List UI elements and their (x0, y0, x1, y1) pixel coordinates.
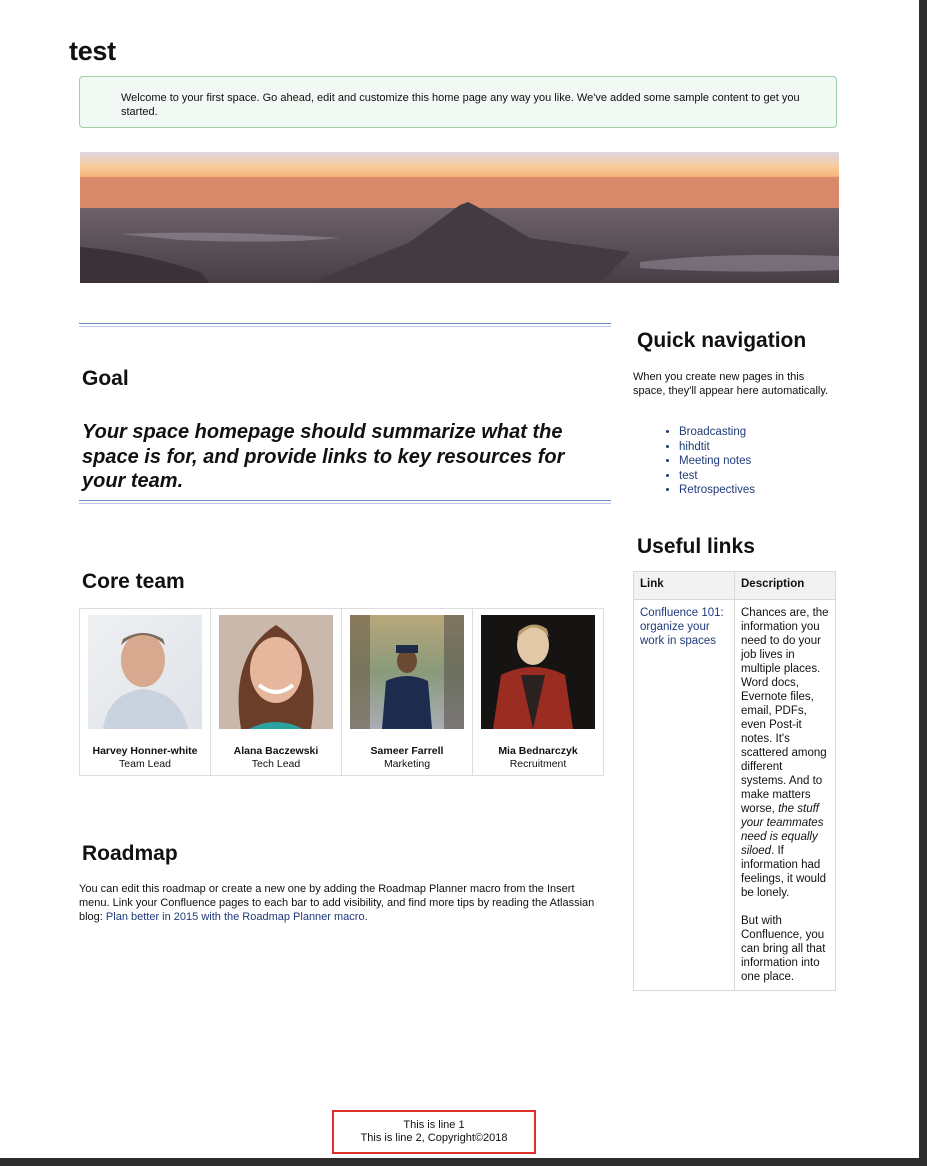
useful-links-heading: Useful links (637, 535, 755, 558)
member-role: Team Lead (119, 758, 171, 770)
goal-bottom-rule (79, 500, 611, 504)
roadmap-heading: Roadmap (82, 842, 178, 865)
member-name: Sameer Farrell (370, 745, 444, 757)
member-name: Harvey Honner-white (92, 745, 198, 757)
nav-item-retrospectives[interactable] (679, 483, 755, 498)
page-footer (332, 1110, 536, 1154)
info-panel-text: Welcome to your first space. Go ahead, edit and customize this home page any way you like. We've added some sample content to get you started. (121, 92, 800, 118)
member-role: Marketing (383, 758, 431, 770)
nav-link[interactable]: Broadcasting (679, 426, 747, 438)
useful-links-table (633, 571, 836, 991)
avatar-sameer (350, 615, 464, 729)
nav-link[interactable]: hihdtit (679, 440, 710, 453)
team-member-card (342, 609, 473, 776)
team-member-card (211, 609, 342, 776)
confluence-101-link[interactable]: Confluence 101: organize your work in spaces (640, 607, 724, 647)
member-name: Alana Baczewski (233, 745, 319, 757)
nav-link[interactable]: Meeting notes (679, 455, 752, 467)
nav-link[interactable]: Retrospectives (679, 484, 756, 496)
description-text-cont: . If information had feelings, it would be lonely. (741, 845, 827, 899)
goal-heading: Goal (82, 367, 129, 390)
quick-navigation-list (663, 425, 755, 498)
description-text: Chances are, the information you need to do your job lives in multiple places. Word docs, Evernote files, email, PDFs, even Post-it notes. It's scattered among different systems. And to make matters worse, (741, 607, 829, 815)
description-cell (735, 600, 836, 991)
roadmap-body: You can edit this roadmap or create a new one by adding the Roadmap Planner macro from the Insert menu. Link your Confluence pages to each bar to add visibility, and find more tips by reading the Atlassian blog: (79, 883, 595, 923)
footer-line-2: This is line 2, Copyright©2018 (360, 1132, 508, 1144)
member-name: Mia Bednarczyk (498, 745, 578, 757)
member-role: Tech Lead (251, 758, 301, 770)
nav-item-broadcasting[interactable] (679, 425, 755, 440)
banner-image (80, 152, 839, 283)
table-row (634, 600, 836, 991)
info-panel (79, 76, 837, 128)
column-header-description: Description (735, 572, 836, 600)
link-cell (634, 600, 735, 991)
avatar-mia (481, 615, 595, 729)
goal-text: Your space homepage should summarize what the space is for, and provide links to key resources for your team. (82, 421, 565, 492)
core-team-table (79, 608, 604, 776)
nav-item-meeting-notes[interactable] (679, 454, 755, 469)
quick-navigation-intro: When you create new pages in this space, they'll appear here automatically. (633, 371, 829, 397)
roadmap-text (79, 882, 604, 924)
core-team-heading: Core team (82, 570, 185, 593)
nav-link[interactable]: test (679, 469, 698, 482)
roadmap-blog-link[interactable]: Plan better in 2015 with the Roadmap Planner macro (105, 911, 365, 923)
mountain-landscape-icon (80, 152, 839, 283)
description-text-final: But with Confluence, you can bring all that information into one place. (741, 915, 826, 983)
description-emphasis: the stuff your teammates need is equally siloed (741, 803, 824, 857)
goal-top-rule (79, 323, 611, 327)
team-member-card (80, 609, 211, 776)
roadmap-trailing: . (364, 911, 368, 923)
quick-navigation-heading: Quick navigation (637, 329, 807, 352)
avatar-alana (219, 615, 333, 729)
column-header-link: Link (634, 572, 735, 600)
page-title: test (69, 36, 116, 66)
team-member-card (473, 609, 604, 776)
nav-item-hihdtit[interactable] (679, 440, 755, 455)
member-role: Recruitment (509, 758, 567, 770)
nav-item-test[interactable] (679, 469, 755, 484)
footer-line-1: This is line 1 (403, 1119, 465, 1131)
avatar-harvey (88, 615, 202, 729)
